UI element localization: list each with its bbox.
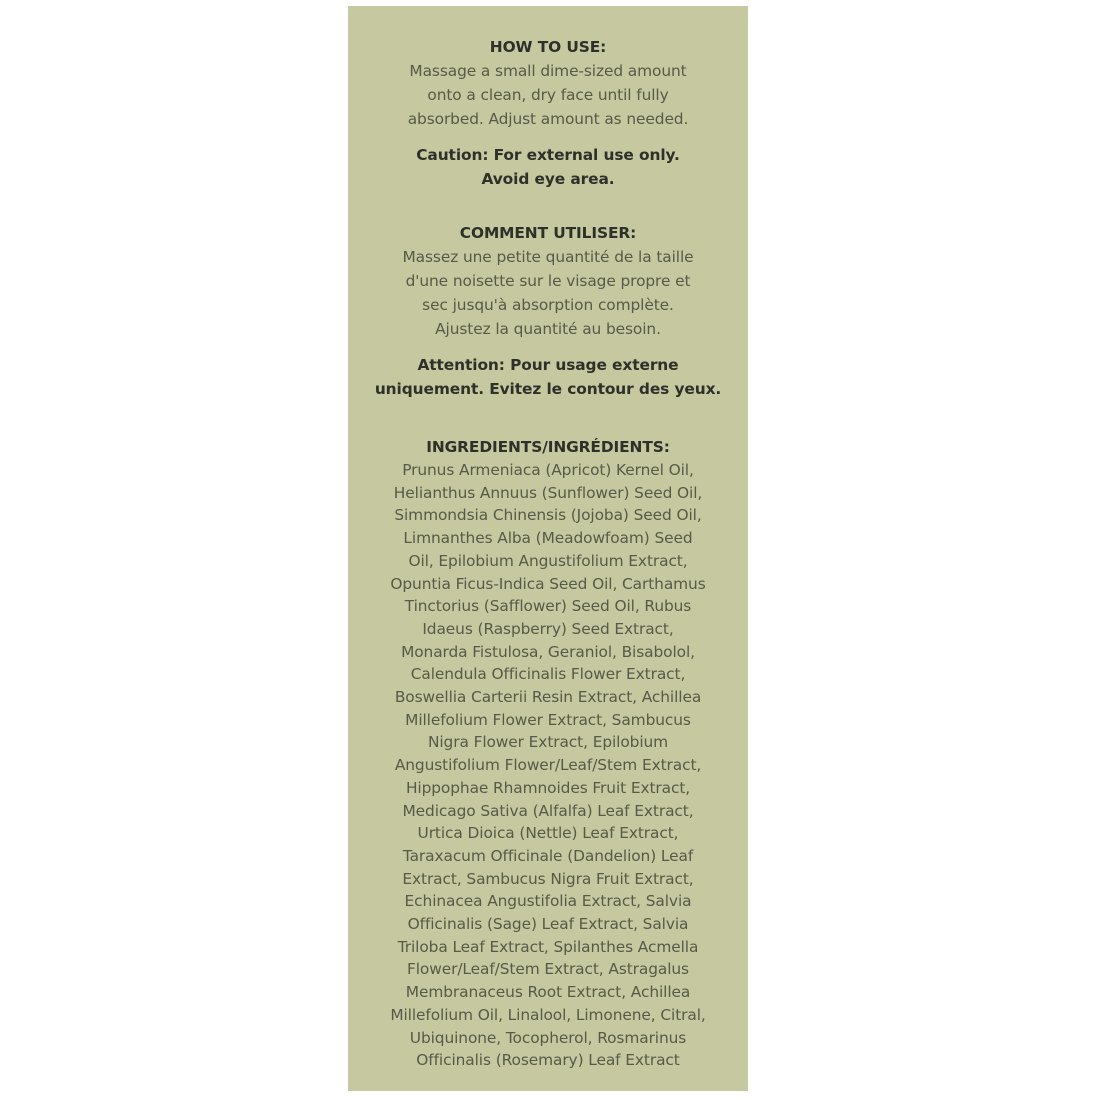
comment-utiliser-text — [348, 245, 748, 341]
ingredient-line: Flower/Leaf/Stem Extract, Astragalus — [407, 960, 689, 979]
ingredient-line: Officinalis (Rosemary) Leaf Extract — [416, 1051, 680, 1070]
attention-line: uniquement. Evitez le contour des yeux. — [374, 380, 722, 398]
ingredient-line: Extract, Sambucus Nigra Fruit Extract, — [402, 869, 694, 888]
comment-utiliser-line: Ajustez la quantité au besoin. — [435, 320, 661, 338]
ingredient-line: Boswellia Carterii Resin Extract, Achillea — [394, 688, 702, 707]
ingredient-line: Tinctorius (Safflower) Seed Oil, Rubus — [404, 597, 692, 616]
ingredients-heading: INGREDIENTS/INGRÉDIENTS: — [426, 438, 670, 456]
ingredient-line: Echinacea Angustifolia Extract, Salvia — [404, 892, 692, 911]
ingredient-line: Angustifolium Flower/Leaf/Stem Extract, — [394, 756, 702, 775]
ingredients-list — [348, 459, 748, 1072]
how-to-use-heading: HOW TO USE: — [489, 38, 607, 56]
comment-utiliser-line: Massez une petite quantité de la taille — [402, 248, 694, 266]
product-label-panel — [348, 6, 748, 1091]
ingredient-line: Urtica Dioica (Nettle) Leaf Extract, — [417, 824, 679, 843]
attention-line: Attention: Pour usage externe — [417, 356, 679, 374]
ingredient-line: Oil, Epilobium Angustifolium Extract, — [408, 551, 688, 570]
ingredient-line: Prunus Armeniaca (Apricot) Kernel Oil, — [402, 461, 694, 479]
ingredient-line: Millefolium Oil, Linalool, Limonene, Citral, — [390, 1005, 706, 1024]
comment-utiliser-line: sec jusqu'à absorption complète. — [422, 296, 674, 314]
how-to-use-line: onto a clean, dry face until fully — [427, 86, 669, 104]
ingredient-line: Idaeus (Raspberry) Seed Extract, — [422, 619, 674, 638]
how-to-use-line: Massage a small dime-sized amount — [409, 62, 687, 80]
ingredient-line: Millefolium Flower Extract, Sambucus — [405, 710, 691, 729]
comment-utiliser-heading: COMMENT UTILISER: — [459, 224, 637, 242]
how-to-use-text — [348, 59, 748, 131]
how-to-use-line: absorbed. Adjust amount as needed. — [407, 110, 689, 128]
ingredient-line: Hippophae Rhamnoides Fruit Extract, — [405, 778, 691, 797]
ingredient-line: Limnanthes Alba (Meadowfoam) Seed — [403, 529, 693, 548]
ingredient-line: Nigra Flower Extract, Epilobium — [427, 733, 669, 752]
ingredient-line: Simmondsia Chinensis (Jojoba) Seed Oil, — [394, 506, 702, 525]
ingredient-line: Taraxacum Officinale (Dandelion) Leaf — [402, 846, 694, 865]
ingredient-line: Officinalis (Sage) Leaf Extract, Salvia — [407, 915, 689, 934]
ingredient-line: Ubiquinone, Tocopherol, Rosmarinus — [409, 1028, 687, 1047]
ingredient-line: Monarda Fistulosa, Geraniol, Bisabolol, — [401, 642, 695, 661]
ingredient-line: Opuntia Ficus-Indica Seed Oil, Carthamus — [390, 574, 706, 593]
ingredient-line: Medicago Sativa (Alfalfa) Leaf Extract, — [402, 801, 694, 820]
caution-line: Caution: For external use only. — [416, 146, 680, 164]
caution-line: Avoid eye area. — [481, 170, 615, 188]
caution-text — [348, 143, 748, 191]
label-content — [348, 35, 748, 1072]
comment-utiliser-line: d'une noisette sur le visage propre et — [405, 272, 691, 290]
ingredient-line: Helianthus Annuus (Sunflower) Seed Oil, — [393, 483, 703, 502]
ingredient-line: Triloba Leaf Extract, Spilanthes Acmella — [397, 937, 699, 956]
ingredient-line: Membranaceus Root Extract, Achillea — [405, 983, 691, 1002]
ingredient-line: Calendula Officinalis Flower Extract, — [410, 665, 686, 684]
attention-text — [348, 353, 748, 401]
